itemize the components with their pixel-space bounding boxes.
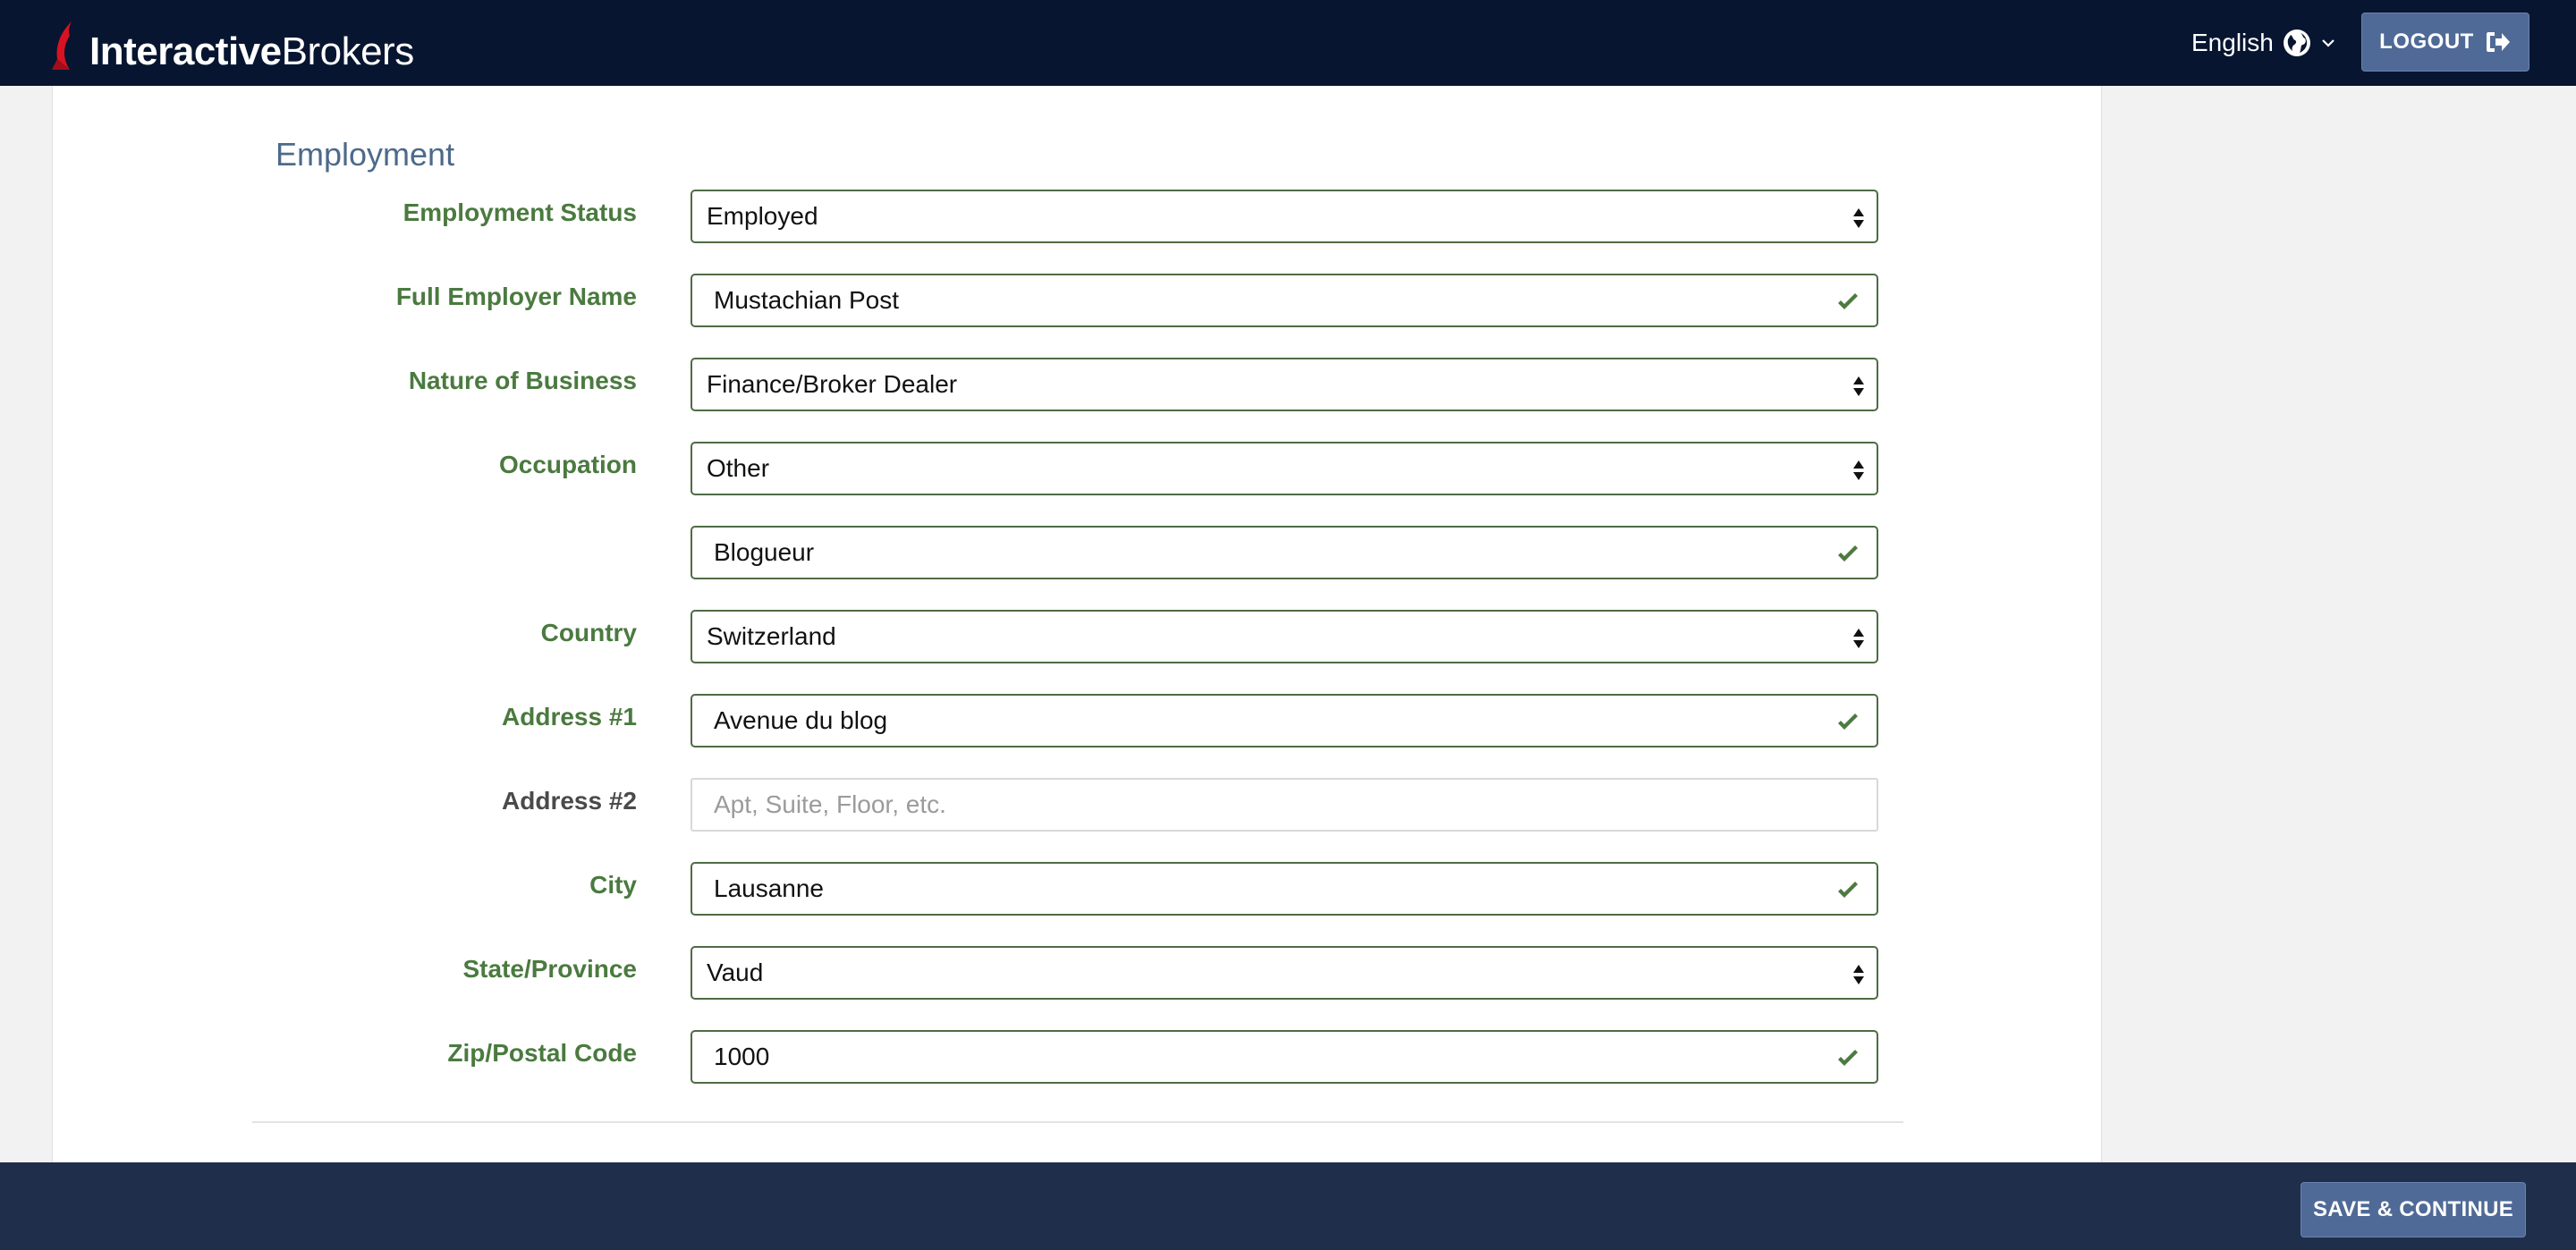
check-icon — [1835, 710, 1860, 735]
address2-label: Address #2 — [502, 787, 637, 815]
state-select[interactable] — [691, 946, 1878, 1000]
occupation-other-input[interactable] — [691, 526, 1878, 579]
section-divider — [252, 1121, 1903, 1123]
occupation-label: Occupation — [498, 451, 637, 478]
logout-button[interactable] — [2361, 13, 2529, 72]
country-select[interactable] — [691, 610, 1878, 663]
section-title-employment: Employment — [275, 136, 455, 173]
state-value: Vaud — [707, 959, 764, 986]
occupation-row — [0, 442, 2576, 495]
state-label: State/Province — [462, 955, 637, 983]
brand-mark-icon — [50, 20, 84, 73]
address1-input[interactable] — [691, 694, 1878, 747]
select-arrows-icon — [1852, 374, 1866, 399]
occupation-other-value: Blogueur — [714, 538, 815, 566]
employer-name-input[interactable] — [691, 274, 1878, 327]
country-label: Country — [540, 619, 637, 646]
employment-status-row — [0, 190, 2576, 243]
nature-of-business-label: Nature of Business — [408, 367, 637, 394]
check-icon — [1835, 1046, 1860, 1071]
address2-placeholder: Apt, Suite, Floor, etc. — [714, 790, 946, 818]
save-and-continue-label: SAVE & CONTINUE — [2312, 1197, 2514, 1221]
address2-input[interactable] — [691, 778, 1878, 832]
employment-status-select[interactable] — [691, 190, 1878, 243]
zip-input[interactable] — [691, 1030, 1878, 1084]
language-selector[interactable] — [2191, 23, 2336, 63]
logout-icon — [2485, 30, 2512, 55]
occupation-select[interactable] — [691, 442, 1878, 495]
zip-value: 1000 — [714, 1043, 770, 1070]
footer-bar — [0, 1162, 2576, 1250]
save-and-continue-button[interactable] — [2301, 1182, 2526, 1237]
address1-label: Address #1 — [502, 703, 637, 731]
logout-label: LOGOUT — [2379, 30, 2474, 54]
zip-row — [0, 1030, 2576, 1084]
select-arrows-icon — [1852, 962, 1866, 987]
address1-row — [0, 694, 2576, 747]
check-icon — [1835, 878, 1860, 903]
nature-of-business-row — [0, 358, 2576, 411]
employment-status-label: Employment Status — [402, 198, 637, 226]
zip-label: Zip/Postal Code — [447, 1039, 637, 1067]
check-icon — [1835, 542, 1860, 567]
occupation-value: Other — [707, 454, 770, 482]
chevron-down-icon — [2320, 35, 2336, 51]
top-navigation-bar — [0, 0, 2576, 86]
country-value: Switzerland — [707, 622, 836, 650]
check-icon — [1835, 290, 1860, 315]
employer-name-label: Full Employer Name — [395, 283, 637, 310]
interactive-brokers-logo[interactable] — [50, 16, 414, 73]
employer-name-value: Mustachian Post — [714, 286, 899, 314]
city-input[interactable] — [691, 862, 1878, 916]
city-value: Lausanne — [714, 874, 825, 902]
brand-name: InteractiveBrokers — [89, 30, 414, 73]
country-row — [0, 610, 2576, 663]
select-arrows-icon — [1852, 458, 1866, 483]
language-label: English — [2191, 29, 2274, 56]
globe-icon — [2283, 29, 2311, 57]
city-row — [0, 862, 2576, 916]
employer-name-row — [0, 274, 2576, 327]
nature-of-business-select[interactable] — [691, 358, 1878, 411]
employment-status-value: Employed — [707, 202, 818, 230]
state-row — [0, 946, 2576, 1000]
address2-row — [0, 778, 2576, 832]
address1-value: Avenue du blog — [714, 706, 888, 734]
city-label: City — [589, 871, 637, 899]
occupation-other-row — [0, 526, 2576, 579]
select-arrows-icon — [1852, 206, 1866, 231]
nature-of-business-value: Finance/Broker Dealer — [707, 370, 958, 398]
select-arrows-icon — [1852, 626, 1866, 651]
